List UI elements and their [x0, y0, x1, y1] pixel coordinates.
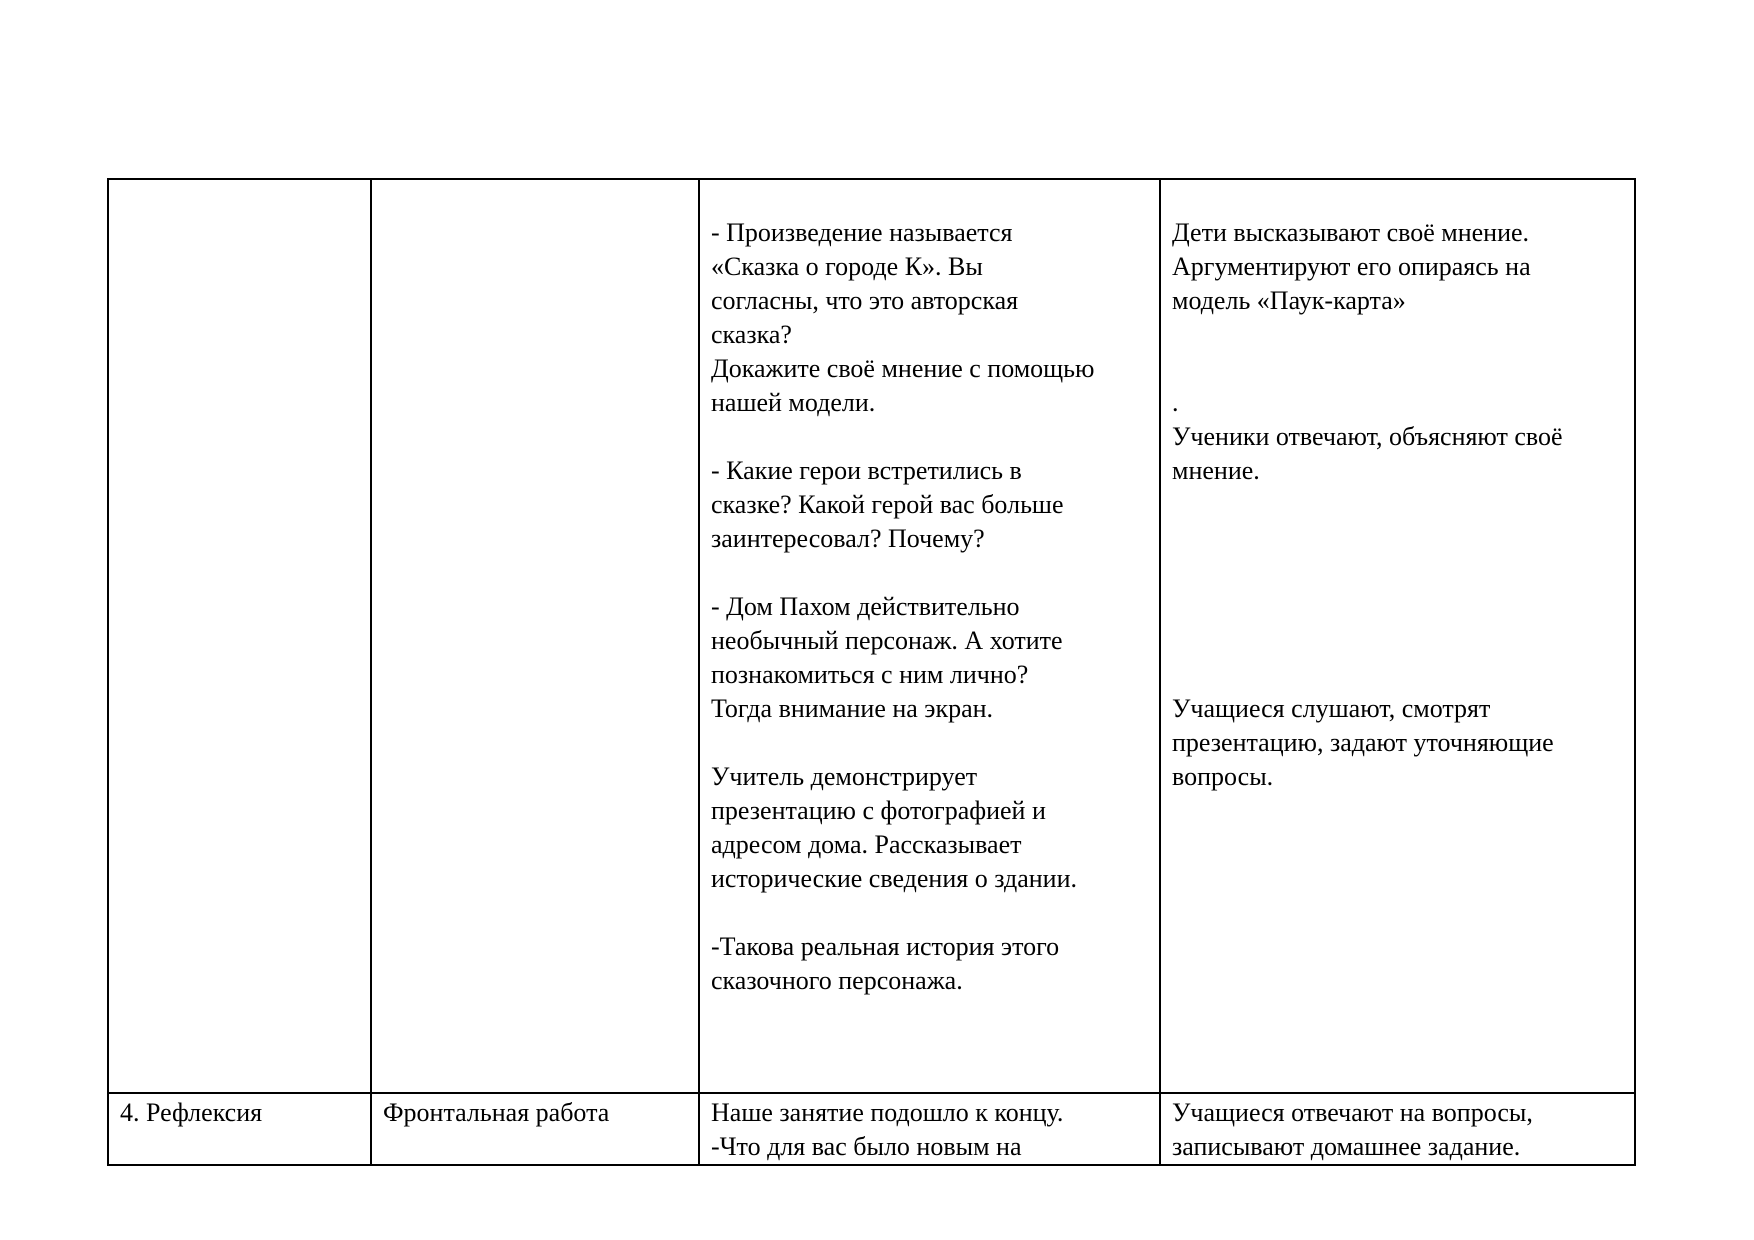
table-row — [108, 1093, 1635, 1165]
stage-cell — [108, 179, 371, 1093]
teacher-activity-cell — [699, 1093, 1160, 1165]
teacher-paragraph: - Дом Пахом действительно необычный персонаж. А хотите познакомиться с ним лично? Тогда внимание на экран. — [711, 592, 1063, 723]
teacher-paragraph: Наше занятие подошло к концу. -Что для вас было новым на — [711, 1098, 1064, 1161]
lesson-plan-table — [107, 178, 1636, 1166]
stage-cell — [108, 1093, 371, 1165]
work-form-cell — [371, 1093, 699, 1165]
student-paragraph: Учащиеся слушают, смотрят презентацию, задают уточняющие вопросы. — [1172, 694, 1554, 791]
student-paragraph: . Ученики отвечают, объясняют своё мнение. — [1172, 388, 1563, 485]
work-form-cell — [371, 179, 699, 1093]
student-activity-cell — [1160, 179, 1635, 1093]
teacher-paragraph: - Какие герои встретились в сказке? Какой герой вас больше заинтересовал? Почему? — [711, 456, 1064, 553]
student-paragraph: Дети высказывают своё мнение. Аргументируют его опираясь на модель «Паук-карта» — [1172, 218, 1531, 315]
work-form-label: Фронтальная работа — [383, 1098, 610, 1127]
table-row — [108, 179, 1635, 1093]
teacher-activity-cell — [699, 179, 1160, 1093]
student-paragraph: Учащиеся отвечают на вопросы, записывают домашнее задание. — [1172, 1098, 1533, 1161]
stage-label: 4. Рефлексия — [120, 1098, 263, 1127]
teacher-paragraph: Учитель демонстрирует презентацию с фотографией и адресом дома. Рассказывает исторические сведения о здании. — [711, 762, 1078, 893]
teacher-paragraph: - Произведение называется «Сказка о городе К». Вы согласны, что это авторская сказка? Докажите своё мнение с помощью нашей модели. — [711, 218, 1095, 417]
teacher-paragraph: -Такова реальная история этого сказочного персонажа. — [711, 932, 1060, 995]
student-activity-cell — [1160, 1093, 1635, 1165]
